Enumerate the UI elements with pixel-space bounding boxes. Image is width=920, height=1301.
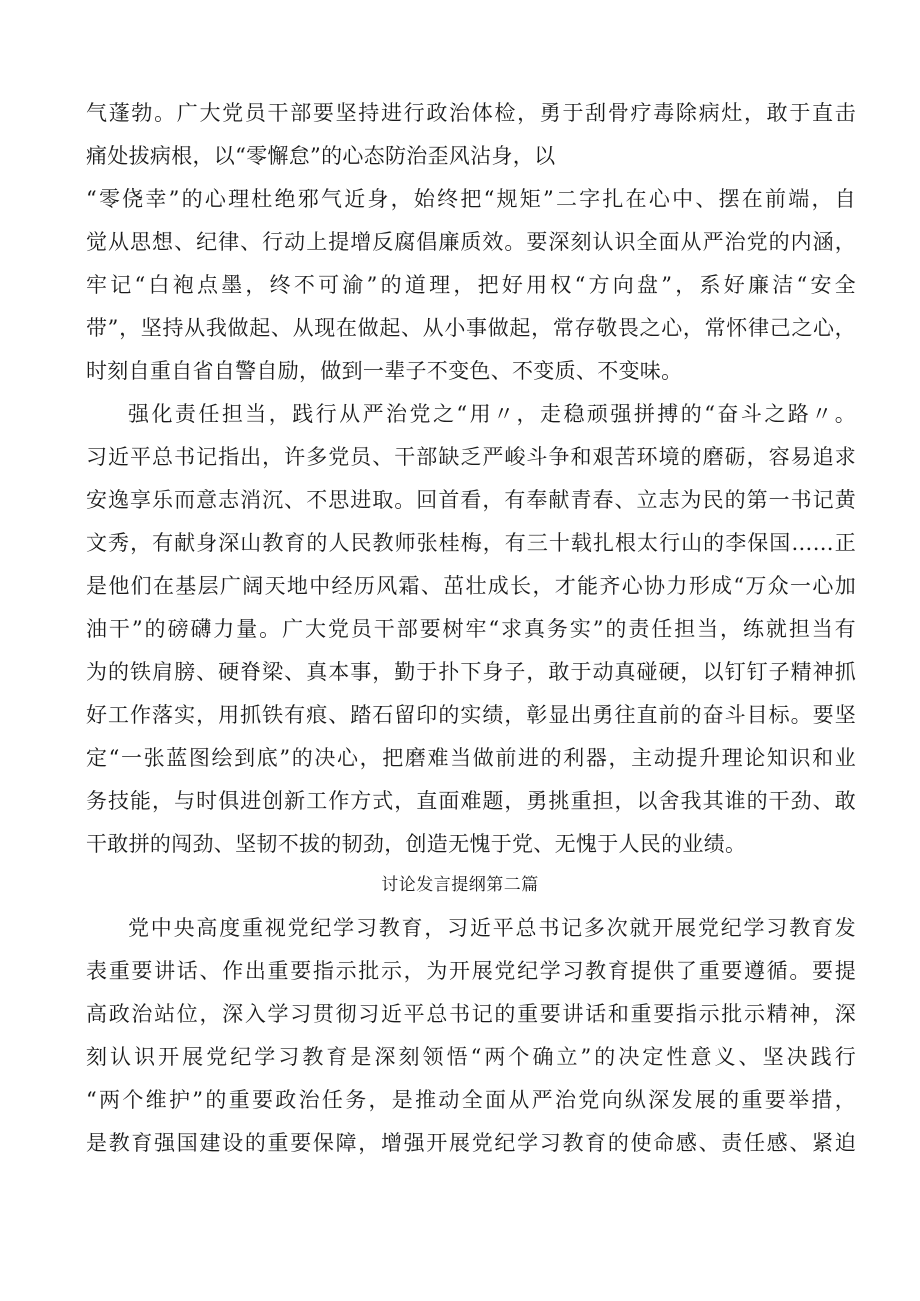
text-line: 高政治站位，深入学习贯彻习近平总书记的重要讲话和重要指示批示精神，深 — [86, 1002, 856, 1026]
text-line: 刻认识开展党纪学习教育是深刻领悟“两个确立”的决定性意义、坚决践行 — [86, 1045, 856, 1069]
text-line: 好工作落实，用抓铁有痕、踏石留印的实绩，彰显出勇往直前的奋斗目标。要坚 — [86, 703, 856, 727]
text-line: 表重要讲话、作出重要指示批示，为开展党纪学习教育提供了重要遵循。要提 — [86, 959, 856, 983]
text-line: 是教育强国建设的重要保障，增强开展党纪学习教育的使命感、责任感、紧迫 — [86, 1131, 856, 1155]
text-line: 安逸享乐而意志消沉、不思进取。回首看，有奉献青春、立志为民的第一书记黄 — [86, 488, 856, 512]
text-line: 带”，坚持从我做起、从现在做起、从小事做起，常存敬畏之心，常怀律己之心， — [86, 316, 856, 340]
text-line: 觉从思想、纪律、行动上提增反腐倡廉质效。要深刻认识全面从严治党的内涵， — [86, 230, 856, 254]
section-heading: 讨论发言提纲第二篇 — [381, 875, 539, 895]
text-line: 气蓬勃。广大党员干部要坚持进行政治体检，勇于刮骨疗毒除病灶，敢于直击 — [86, 101, 856, 125]
text-line: “零侥幸”的心理杜绝邪气近身，始终把“规矩”二字扎在心中、摆在前端，自 — [86, 187, 856, 211]
text-line: 牢记“白袍点墨，终不可渝”的道理，把好用权“方向盘”，系好廉洁“安全 — [86, 273, 856, 297]
text-line: 文秀，有献身深山教育的人民教师张桂梅，有三十载扎根太行山的李保国……正 — [86, 531, 856, 555]
text-line: 干敢拼的闯劲、坚韧不拔的韧劲，创造无愧于党、无愧于人民的业绩。 — [86, 832, 747, 856]
text-line: “两个维护”的重要政治任务，是推动全面从严治党向纵深发展的重要举措， — [86, 1088, 856, 1112]
text-line: 习近平总书记指出，许多党员、干部缺乏严峻斗争和艰苦环境的磨砺，容易追求 — [86, 445, 856, 469]
paragraph-first-line: 强化责任担当，践行从严治党之“用〃，走稳顽强拼搏的“奋斗之路〃。 — [128, 402, 856, 426]
text-line: 痛处拔病根，以“零懈怠”的心态防治歪风沾身，以 — [86, 144, 556, 168]
text-line: 油干”的磅礴力量。广大党员干部要树牢“求真务实”的责任担当，练就担当有 — [86, 617, 856, 641]
text-line: 为的铁肩膀、硬脊梁、真本事，勤于扑下身子，敢于动真碰硬，以钉钉子精神抓 — [86, 660, 856, 684]
text-line: 务技能，与时俱进创新工作方式，直面难题，勇挑重担，以舍我其谁的干劲、敢 — [86, 789, 856, 813]
text-line: 时刻自重自省自警自励，做到一辈子不变色、不变质、不变味。 — [86, 359, 683, 383]
text-line: 定“一张蓝图绘到底”的决心，把磨难当做前进的利器，主动提升理论知识和业 — [86, 746, 856, 770]
paragraph-first-line: 党中央高度重视党纪学习教育，习近平总书记多次就开展党纪学习教育发 — [128, 916, 856, 940]
text-line: 是他们在基层广阔天地中经历风霜、茁壮成长，才能齐心协力形成“万众一心加 — [86, 574, 856, 598]
